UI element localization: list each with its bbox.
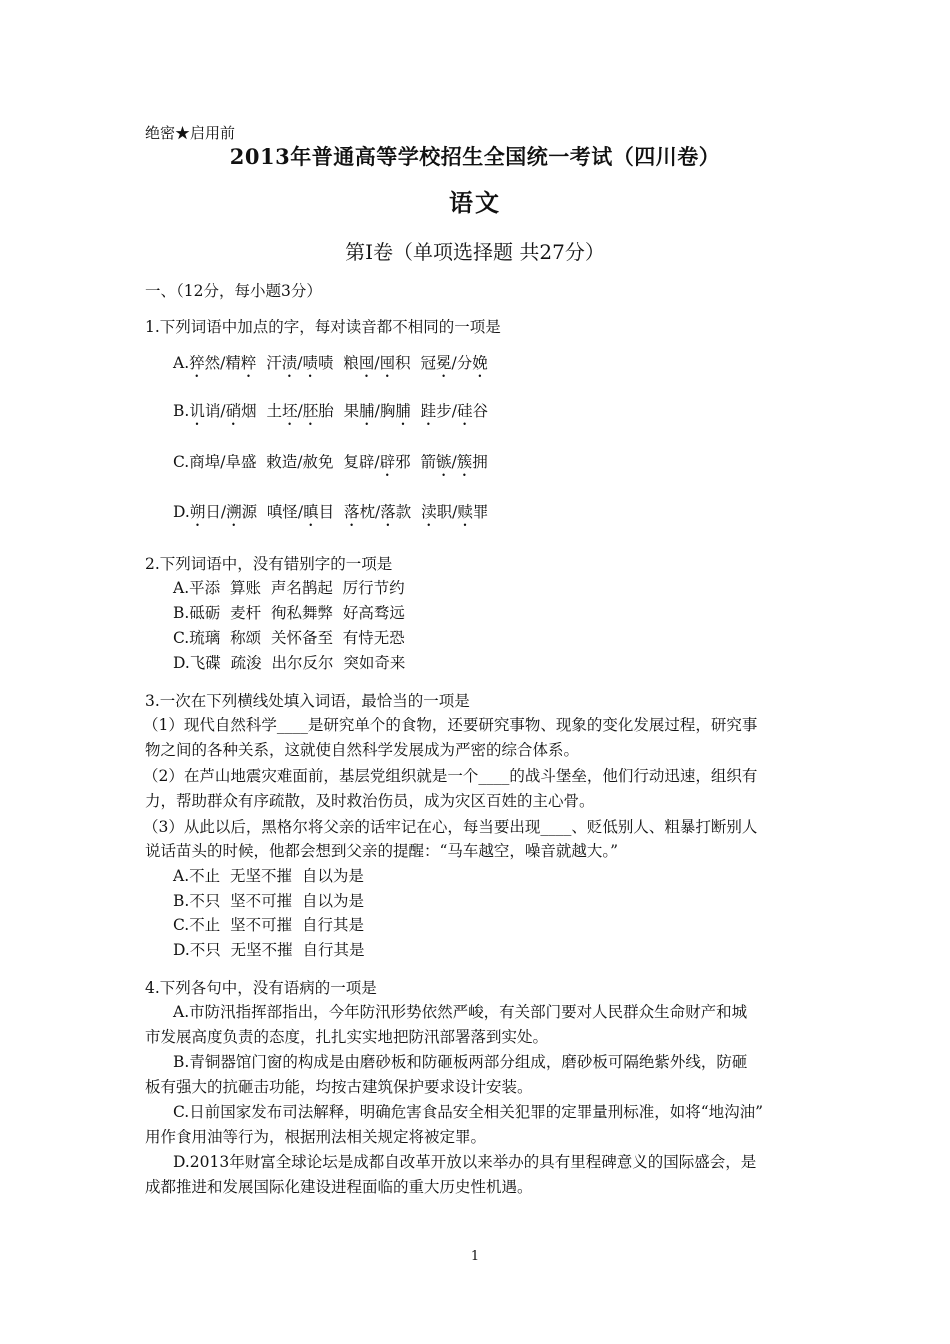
dotted-char: 渎 (421, 503, 437, 521)
dotted-char: 硅 (456, 402, 473, 420)
confidential-label: 绝密★启用前 (145, 124, 236, 142)
page-number: 1 (470, 1249, 480, 1264)
part-title: 第Ⅰ卷（单项选择题 共27分） (345, 240, 605, 264)
dotted-char: 脯 (359, 402, 375, 420)
dotted-char: 娩 (472, 354, 488, 372)
q3-passage-line: 物之间的各种关系，这就使自然科学发展成为严密的综合体系。 (145, 741, 580, 759)
q4-option-d: D.2013年财富全球论坛是成都自改革开放以来举办的具有里程碑意义的国际盛会，是 (173, 1153, 757, 1171)
dotted-char: 冕 (436, 354, 452, 372)
q2-option-d: D.飞碟 疏浚 出尔反尔 突如奇来 (173, 654, 406, 672)
dotted-char: 赎 (457, 503, 473, 521)
dotted-char: 坯 (281, 402, 298, 420)
q3-passage-line: （1）现代自然科学____是研究单个的食物，还要研究事物、现象的变化发展过程，研究事 (143, 716, 758, 734)
dotted-char: 朔 (189, 503, 206, 521)
q2-option-a: A.平添 算账 声名鹊起 厉行节约 (173, 579, 405, 597)
q3-passage-line: 力，帮助群众有序疏散，及时救治伤员，成为灾区百姓的主心骨。 (145, 792, 595, 810)
q4-option-a-cont: 市发展高度负责的态度，扎扎实实地把防汛部署落到实处。 (145, 1028, 549, 1046)
dotted-char: 猝 (189, 354, 205, 372)
q2-option-c: C.琉璃 称颂 关怀备至 有恃无恐 (173, 629, 405, 647)
q4-option-b: B.青铜器馆门窗的构成是由磨砂板和防砸板两部分组成，磨砂板可隔绝紫外线，防砸 (173, 1053, 748, 1071)
dotted-char: 囤 (358, 354, 375, 372)
section-label: 一、（12分，每小题3分） (145, 282, 322, 300)
dotted-char: 跬 (420, 402, 437, 420)
q3-passage-line: 说话苗头的时候，他都会想到父亲的提醒：“马车越空，噪音就越大。” (145, 842, 619, 860)
q3-option-d: D.不只 无坚不摧 自行其是 (173, 941, 365, 959)
q3-option-b: B.不只 坚不可摧 自以为是 (173, 892, 365, 910)
subject-title: 语文 (449, 188, 501, 217)
dotted-char: 簇 (456, 453, 473, 471)
dotted-char: 溯 (226, 503, 242, 521)
dotted-char: 瞋 (303, 503, 319, 521)
q4-option-a: A.市防汛指挥部指出，今年防汛形势依然严峻，有关部门要对人民群众生命财产和城 (173, 1003, 748, 1021)
dotted-char: 硝 (225, 402, 242, 420)
dotted-char: 胚 (302, 402, 319, 420)
q4-option-d-cont: 成都推进和发展国际化建设进程面临的重大历史性机遇。 (145, 1178, 533, 1196)
q1-stem: 1.下列词语中加点的字，每对读音都不相同的一项是 (145, 318, 501, 336)
q1-option-a: A.猝然/精粹 汗渍/啧啧 粮囤/囤积 冠冕/分娩 (173, 354, 488, 372)
q2-stem: 2.下列词语中，没有错别字的一项是 (145, 555, 393, 573)
q2-option-b: B.砥砺 麦杆 徇私舞弊 好高骛远 (173, 604, 405, 622)
q4-option-b-cont: 板有强大的抗砸击功能，均按古建筑保护要求设计安装。 (145, 1078, 533, 1096)
q1-option-b: B.讥诮/硝烟 土坯/胚胎 果脯/胸脯 跬步/硅谷 (173, 402, 488, 420)
dotted-char: 渍 (281, 354, 298, 372)
dotted-char: 脯 (395, 402, 411, 420)
q4-option-c-cont: 用作食用油等行为，根据刑法相关规定将被定罪。 (145, 1128, 487, 1146)
dotted-char: 镞 (436, 453, 452, 471)
dotted-char: 粹 (240, 354, 257, 372)
dotted-char: 落 (344, 503, 360, 521)
exam-title: 2013年普通高等学校招生全国统一考试（四川卷） (229, 144, 721, 169)
dotted-char: 辟 (379, 453, 396, 471)
q4-option-c: C.日前国家发布司法解释，明确危害食品安全相关犯罪的定罪量刑标准，如将“地沟油” (173, 1103, 764, 1121)
dotted-char: 落 (380, 503, 396, 521)
q3-stem: 3.一次在下列横线处填入词语，最恰当的一项是 (145, 692, 470, 710)
q1-option-d: D.朔日/溯源 嗔怪/瞋目 落枕/落款 渎职/赎罪 (173, 503, 489, 521)
dotted-char: 囤 (379, 354, 396, 372)
q1-option-c: C.商埠/阜盛 敕造/赦免 复辟/辟邪 箭镞/簇拥 (173, 453, 488, 471)
dotted-char: 啧 (302, 354, 319, 372)
q3-passage-line: （2）在芦山地震灾难面前，基层党组织就是一个____的战斗堡垒，他们行动迅速，组织有 (143, 767, 758, 785)
q3-passage-line: （3）从此以后，黑格尔将父亲的话牢记在心，每当要出现____、贬低别人、粗暴打断别人 (143, 818, 758, 836)
q3-option-a: A.不止 无坚不摧 自以为是 (173, 867, 364, 885)
q4-stem: 4.下列各句中，没有语病的一项是 (145, 979, 377, 997)
q3-option-c: C.不止 坚不可摧 自行其是 (173, 916, 364, 934)
dotted-char: 讥 (189, 402, 205, 420)
